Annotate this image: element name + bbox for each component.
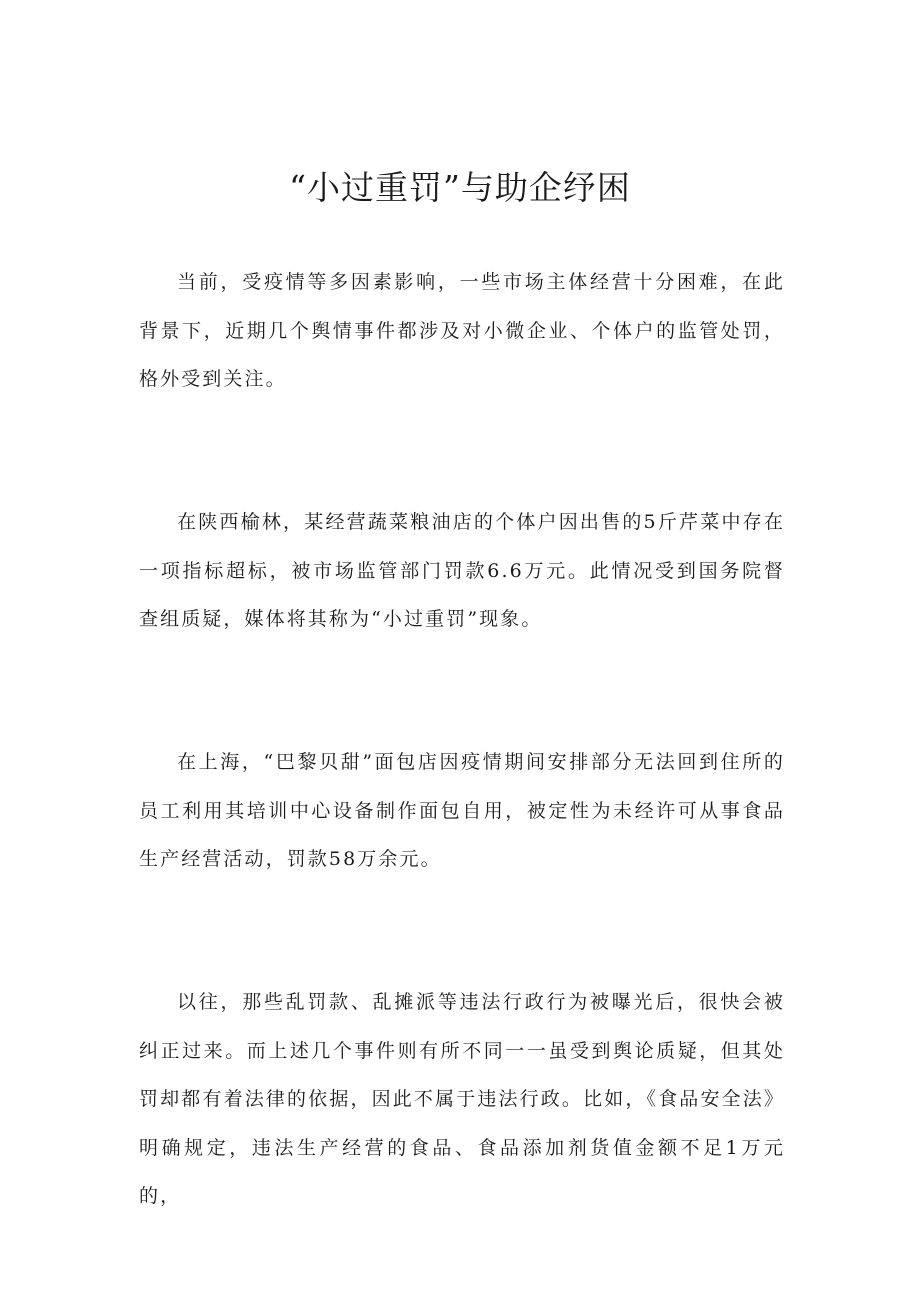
paragraph-3: 在上海，“巴黎贝甜”面包店因疫情期间安排部分无法回到住所的员工利用其培训中心设备制作面包自用，被定性为未经许可从事食品生产经营活动，罚款58万余元。 <box>139 751 785 870</box>
paragraph-1: 当前，受疫情等多因素影响，一些市场主体经营十分困难，在此背景下，近期几个舆情事件都涉及对小微企业、个体户的监管处罚，格外受到关注。 <box>139 271 785 390</box>
page-title: “小过重罚”与助企纾困 <box>289 168 631 207</box>
paragraph-4: 以往，那些乱罚款、乱摊派等违法行政行为被曝光后，很快会被纠正过来。而上述几个事件则有所不同一一虽受到舆论质疑，但其处罚却都有着法律的依据，因此不属于违法行政。比如，《食品安全法》明确规定，违法生产经营的食品、食品添加剂货值金额不足1万元的， <box>139 991 785 1207</box>
paragraph-2: 在陕西榆林，某经营蔬菜粮油店的个体户因出售的5斤芹菜中存在一项指标超标，被市场监管部门罚款6.6万元。此情况受到国务院督查组质疑，媒体将其称为“小过重罚”现象。 <box>139 511 785 630</box>
